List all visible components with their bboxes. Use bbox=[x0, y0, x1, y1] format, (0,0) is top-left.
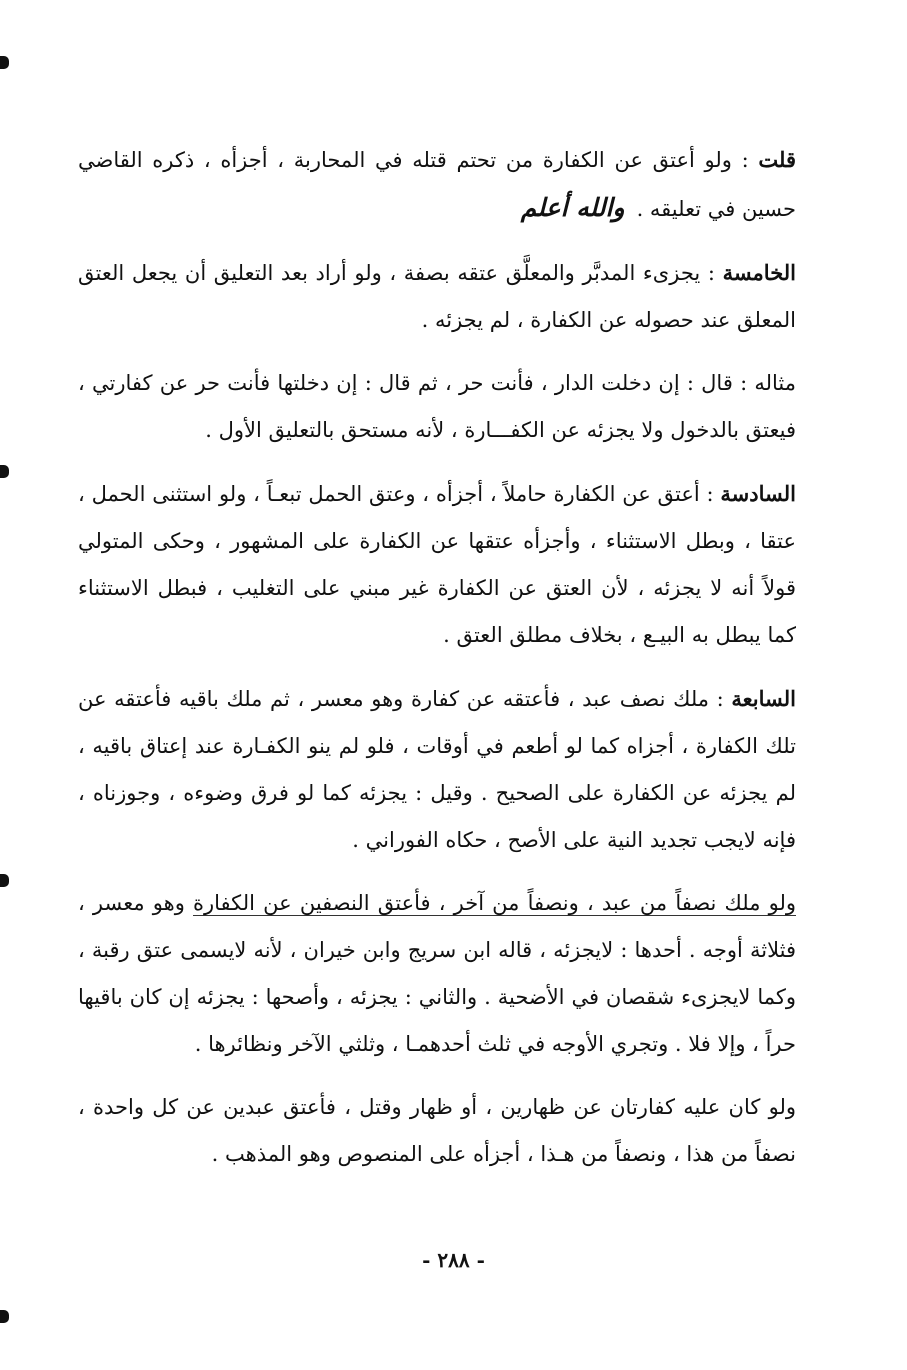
margin-mark bbox=[0, 465, 9, 478]
paragraph-body: ولو كان عليه كفارتان عن ظهارين ، أو ظهار وقتل ، فأعتق عبدين عن كل واحدة ، نصفاً من هذا ، ونصفاً من هـذا ، أجزأه على المنصوص وهو المذهب . bbox=[78, 1095, 796, 1166]
paragraph-nisfayn bbox=[78, 880, 796, 1068]
paragraph-kaffaratan bbox=[78, 1084, 796, 1178]
paragraph-khamisa bbox=[78, 249, 796, 344]
handwritten-note: والله أعلم bbox=[520, 193, 625, 222]
paragraph-body: : يجزىء المدبَّر والمعلَّق عتقه بصفة ، ولو أراد بعد التعليق أن يجعل العتق المعلق عند حصوله عن الكفارة ، لم يجزئه . bbox=[78, 261, 796, 332]
margin-mark bbox=[0, 56, 9, 69]
paragraph-mithal bbox=[78, 360, 796, 454]
paragraph-body: : ملك نصف عبد ، فأعتقه عن كفارة وهو معسر ، ثم ملك باقيه فأعتقه عن تلك الكفارة ، أجزاه كما لو أطعم في أوقات ، فلو لم ينو الكفـارة عند إعتاق باقيه ، لم يجزئه عن الكفارة على الصحيح . وقيل : يجزئه كما لو فرق وضوءه ، وجوزناه ، فإنه لايجب تجديد النية على الأصح ، حكاه الفوراني . bbox=[78, 687, 796, 852]
underlined-text: ولو ملك نصفاً من عبد ، ونصفاً من آخر ، فأعتق النصفين عن الكفارة bbox=[193, 891, 796, 915]
paragraph-body: : ولو أعتق عن الكفارة من تحتم قتله في المحاربة ، أجزأه ، ذكره القاضي حسين في تعليقه . bbox=[78, 148, 796, 221]
margin-mark bbox=[0, 1310, 9, 1323]
paragraph-lead: السادسة bbox=[720, 481, 796, 506]
paragraph-lead: السابعة bbox=[731, 686, 796, 711]
margin-mark bbox=[0, 874, 9, 887]
paragraph-lead: الخامسة bbox=[722, 260, 796, 285]
page-number: - ٢٨٨ - bbox=[422, 1248, 485, 1272]
paragraph-body: وهو معسر ، فثلاثة أوجه . أحدها : لايجزئه ، قاله ابن سريج وابن خيران ، لأنه لايسمى عتق رقبة ، وكما لايجزىء شقصان في الأضحية . والثاني : يجزئه ، وأصحها : يجزئه إن كان باقيها حراً ، وإلا فلا . وتجري الأوجه في ثلث أحدهمـا ، وثلثي الآخر ونظائرها . bbox=[78, 891, 796, 1056]
paragraph-sadisa bbox=[78, 470, 796, 659]
paragraph-body: مثاله : قال : إن دخلت الدار ، فأنت حر ، ثم قال : إن دخلتها فأنت حر عن كفارتي ، فيعتق بالدخول ولا يجزئه عن الكفـــارة ، لأنه مستحق بالتعليق الأول . bbox=[78, 371, 796, 442]
paragraph-sabia bbox=[78, 675, 796, 864]
paragraph-body: : أعتق عن الكفارة حاملاً ، أجزأه ، وعتق الحمل تبعـاً ، ولو استثنى الحمل ، عتقا ، وبطل الاستثناء ، وأجزأه عتقها عن الكفارة على المشهور ، وحكى المتولي قولاً أنه لا يجزئه ، لأن العتق عن الكفارة غير مبني على التغليب ، فبطل الاستثناء كما يبطل به البيـع ، بخلاف مطلق العتق . bbox=[78, 482, 796, 647]
main-text bbox=[78, 136, 796, 1194]
paragraph-qult bbox=[78, 136, 796, 233]
paragraph-lead: قلت bbox=[758, 147, 796, 172]
